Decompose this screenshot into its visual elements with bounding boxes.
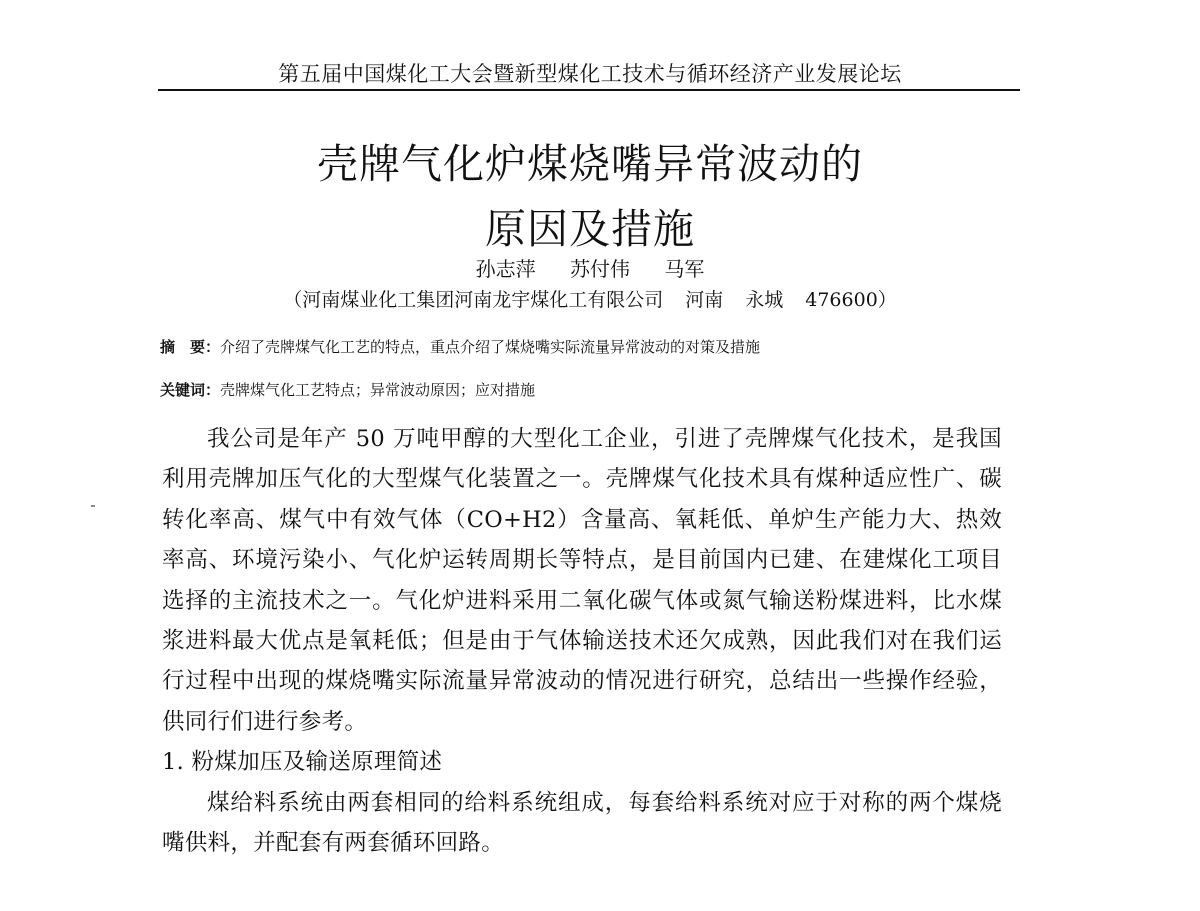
body-text — [162, 419, 1002, 863]
section-heading: 1. 粉煤加压及输送原理简述 — [162, 749, 443, 776]
abstract-label: 摘 要： — [160, 338, 221, 356]
affiliation-city: 永城 — [745, 289, 784, 311]
affiliation-org: （河南煤业化工集团河南龙宇煤化工有限公司 — [283, 289, 664, 311]
affiliation-province: 河南 — [685, 289, 724, 311]
header-rule — [158, 89, 1020, 91]
intro-paragraph: 我公司是年产 50 万吨甲醇的大型化工企业，引进了壳牌煤气化技术，是我国利用壳牌加压气化的大型煤气化装置之一。壳牌煤气化技术具有煤种适应性广、碳转化率高、煤气中有效气体（CO+H2）含量高、氧耗低、单炉生产能力大、热效率高、环境污染小、气化炉运转周期长等特点，是目前国内已建、在建煤化工项目选择的主流技术之一。气化炉进料采用二氧化碳气体或氮气输送粉煤进料，比水煤浆进料最大优点是氧耗低；但是由于气体输送技术还欠成熟，因此我们对在我们运行过程中出现的煤烧嘴实际流量异常波动的情况进行研究，总结出一些操作经验，供同行们进行参考。 — [162, 426, 1002, 735]
affiliation-postcode: 476600） — [805, 289, 897, 311]
affiliation — [160, 285, 1020, 312]
keywords-text: 壳牌煤气化工艺特点；异常波动原因；应对措施 — [220, 381, 536, 399]
author-list — [160, 253, 1020, 282]
keywords-label: 关键词： — [160, 381, 221, 399]
author-name: 苏付伟 — [570, 257, 630, 281]
abstract-text: 介绍了壳牌煤气化工艺的特点，重点介绍了煤烧嘴实际流量异常波动的对策及措施 — [220, 338, 761, 356]
author-name: 马军 — [664, 257, 705, 281]
paper-title-line-2: 原因及措施 — [485, 205, 695, 253]
abstract — [160, 336, 1020, 357]
paper-title-line-1: 壳牌气化炉煤烧嘴异常波动的 — [317, 140, 863, 188]
scan-speck — [91, 505, 95, 507]
author-name: 孙志萍 — [475, 257, 536, 281]
running-header: 第五届中国煤化工大会暨新型煤化工技术与循环经济产业发展论坛 — [278, 62, 902, 86]
section-paragraph: 煤给料系统由两套相同的给料系统组成，每套给料系统对应于对称的两个煤烧嘴供料，并配套有两套循环回路。 — [162, 789, 1002, 857]
keywords — [160, 379, 1020, 400]
